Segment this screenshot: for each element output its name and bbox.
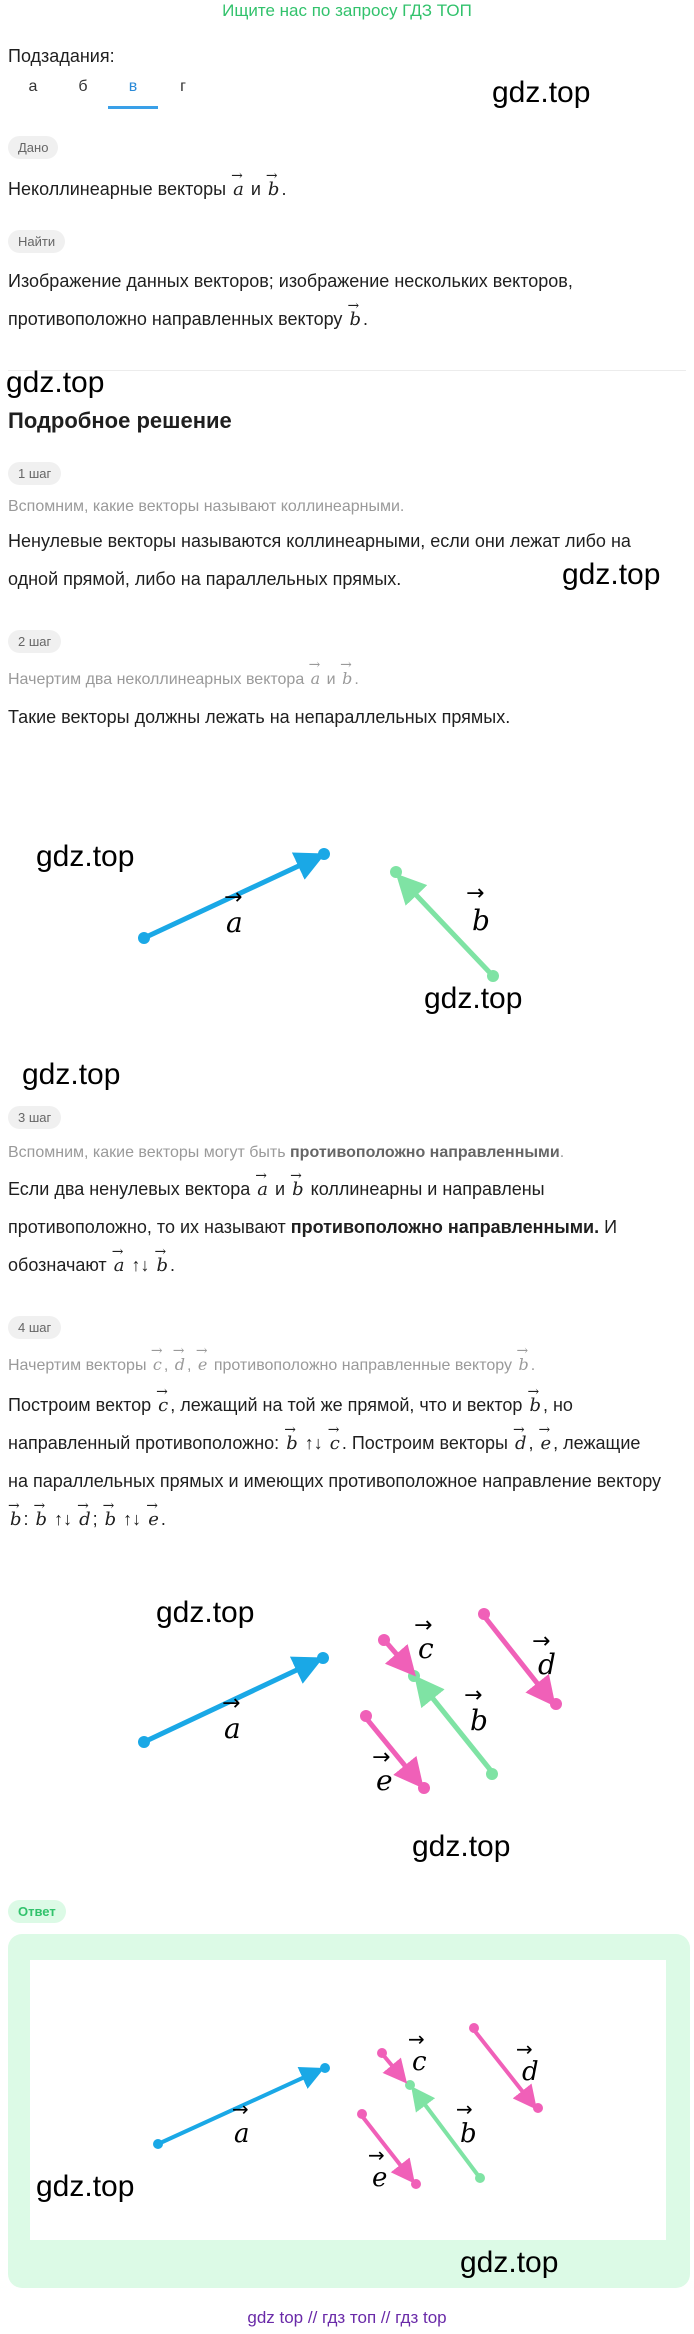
step1-line1: Ненулевые векторы называются коллинеарными, если они лежат либо на <box>8 531 631 551</box>
watermark: gdz.top <box>6 366 105 399</box>
figure-answer <box>0 1960 694 2280</box>
vector-c-start <box>377 2048 387 2058</box>
watermark: gdz.top <box>156 1596 255 1629</box>
step2-line1: Такие векторы должны лежать на непараллельных прямых. <box>8 707 511 727</box>
label-e: e <box>376 1764 393 1797</box>
arrow-e: → <box>372 1745 391 1770</box>
top-banner[interactable]: Ищите нас по запросу ГДЗ ТОП <box>222 1 472 20</box>
label-a: a <box>234 2119 250 2149</box>
arrow-c: → <box>414 1613 433 1638</box>
tab-a[interactable]: а <box>28 78 38 95</box>
tab-b[interactable]: б <box>78 78 88 95</box>
arrow-a: → <box>224 885 243 910</box>
arrow-b: → <box>466 881 485 906</box>
step1-line2: одной прямой, либо на параллельных прямых. <box>8 569 402 589</box>
footer-link-1[interactable]: gdz top <box>247 2308 304 2327</box>
step1-badge: 1 шаг <box>8 462 61 485</box>
label-a: a <box>224 1712 241 1745</box>
arrow-b: → <box>464 1683 483 1708</box>
watermark: gdz.top <box>492 76 591 109</box>
step4-badge: 4 шаг <box>8 1316 61 1339</box>
label-b: b <box>472 904 490 937</box>
tab-v[interactable]: в <box>108 78 158 109</box>
given-text: Неколлинеарные векторы → a и → b . <box>8 170 286 209</box>
find-line1: Изображение данных векторов; изображение нескольких векторов, <box>8 271 573 291</box>
subtasks-label: Подзадания: <box>8 46 115 66</box>
label-c: c <box>412 2047 427 2077</box>
label-e: e <box>372 2163 388 2193</box>
label-b: b <box>470 1704 488 1737</box>
step3-line1: Если два ненулевых вектора → a и → b коллинеарны и направлены <box>8 1170 545 1209</box>
watermark: gdz.top <box>460 2246 559 2279</box>
vector-b-end <box>390 866 402 878</box>
watermark: gdz.top <box>36 840 135 873</box>
arrow-b: → <box>456 2097 473 2121</box>
arrow-e: → <box>368 2143 385 2167</box>
vector-e-start <box>360 1710 372 1722</box>
vector-a-end <box>320 2063 330 2073</box>
vector-c <box>386 1642 412 1672</box>
answer-badge: Ответ <box>8 1900 66 1923</box>
given-badge: Дано <box>8 136 58 159</box>
arrow-a: → <box>222 1691 241 1716</box>
vector-a-end <box>317 1652 329 1664</box>
vector-e-start <box>357 2109 367 2119</box>
step4-line1: Построим вектор → c , лежащий на той же прямой, что и вектор → b , но <box>8 1386 573 1425</box>
label-c: c <box>418 1632 434 1665</box>
find-line2: противоположно направленных вектору → b . <box>8 300 368 339</box>
footer-links <box>0 2308 694 2328</box>
vector-d-start <box>478 1608 490 1620</box>
step4-line4: → b : → b ↑↓ → d ; → b ↑↓ → e . <box>8 1500 166 1539</box>
arrow-d: → <box>532 1629 551 1654</box>
figure-1 <box>0 820 694 1060</box>
step4-line2: направленный противоположно: → b ↑↓ → c . Построим векторы → d , → e , лежащие <box>8 1424 640 1463</box>
divider <box>8 370 686 371</box>
step3-hint: Вспомним, какие векторы могут быть противоположно направленными. <box>8 1144 565 1161</box>
step4-line3: на параллельных прямых и имеющих противоположное направление вектору <box>8 1471 662 1491</box>
arrow-c: → <box>408 2027 425 2051</box>
watermark: gdz.top <box>412 1830 511 1863</box>
vector-a-start <box>138 932 150 944</box>
step1-hint: Вспомним, какие векторы называют коллинеарными. <box>8 498 405 515</box>
label-d: d <box>522 2057 539 2087</box>
find-badge: Найти <box>8 230 65 253</box>
step2-badge: 2 шаг <box>8 630 61 653</box>
label-b: b <box>460 2119 477 2149</box>
watermark: gdz.top <box>562 558 661 591</box>
vector-a-end <box>318 848 330 860</box>
footer-link-2[interactable]: гдз топ <box>322 2308 377 2327</box>
vector-e-end <box>418 1782 430 1794</box>
vector-b-end <box>405 2080 415 2090</box>
footer-sep: // <box>380 2308 391 2327</box>
vector-b-start <box>487 970 499 982</box>
vector-d-end <box>550 1698 562 1710</box>
step3-line2: противоположно, то их называют противоположно направленными. И <box>8 1217 618 1237</box>
vector-d-start <box>469 2023 479 2033</box>
arrow-d: → <box>516 2037 533 2061</box>
vector-b-start <box>486 1768 498 1780</box>
step3-line3: обозначают → a ↑↓ → b . <box>8 1246 175 1285</box>
vector-e-end <box>411 2179 421 2189</box>
tab-g[interactable]: г <box>180 78 186 95</box>
step4-hint: Начертим векторы → c , → d , → e противоположно направленные вектору → b . <box>8 1352 535 1379</box>
vector-a-start <box>153 2139 163 2149</box>
watermark: gdz.top <box>424 982 523 1015</box>
step2-hint: Начертим два неколлинеарных вектора → a и → b . <box>8 666 359 693</box>
watermark: gdz.top <box>36 2170 135 2203</box>
label-d: d <box>538 1648 556 1681</box>
vector-b-start <box>475 2173 485 2183</box>
vector-a-start <box>138 1736 150 1748</box>
vector-d-end <box>533 2103 543 2113</box>
label-a: a <box>226 906 243 939</box>
vector-c <box>384 2056 404 2080</box>
watermark: gdz.top <box>22 1058 121 1091</box>
solution-heading: Подробное решение <box>8 408 232 433</box>
arrow-a: → <box>232 2097 249 2121</box>
footer-link-3[interactable]: гдз top <box>395 2308 447 2327</box>
subtask-tabs <box>8 78 208 109</box>
footer-sep: // <box>307 2308 318 2327</box>
vector-c-start <box>378 1634 390 1646</box>
figure-2 <box>0 1580 694 1880</box>
step3-badge: 3 шаг <box>8 1106 61 1129</box>
